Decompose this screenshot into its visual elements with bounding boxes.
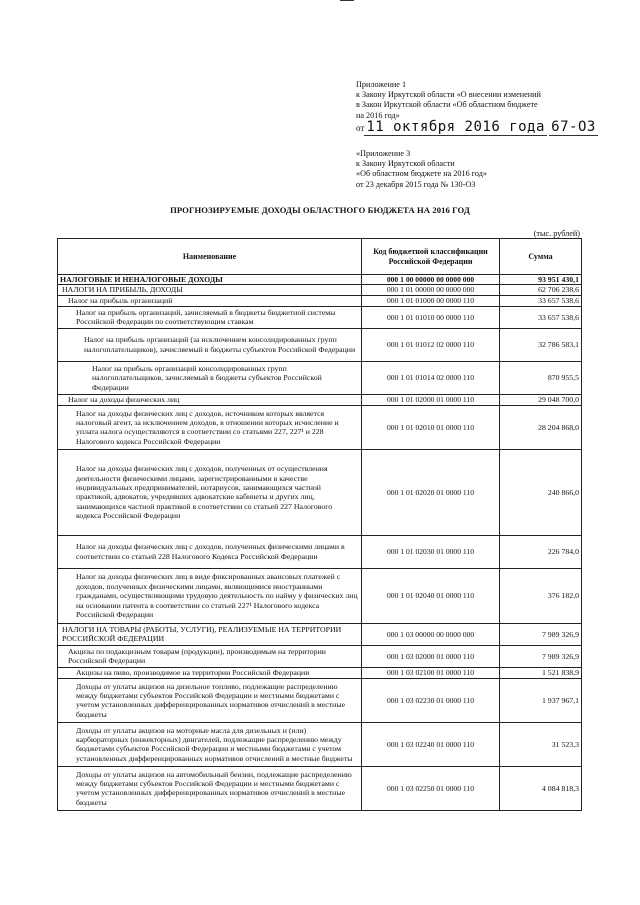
row-code: 000 1 00 00000 00 0000 000 [362, 275, 500, 285]
table-row [58, 449, 582, 535]
row-name: Налог на прибыль организаций [58, 295, 362, 306]
revenue-table [57, 238, 582, 811]
header-line: в Закон Иркутской области «Об областном бюджете [356, 100, 538, 110]
table-row [58, 722, 582, 766]
table-row [58, 361, 582, 394]
row-sum: 7 989 326,9 [500, 623, 582, 645]
header-line: к Закону Иркутской области «О внесении изменений [356, 90, 541, 100]
row-sum: 33 657 538,6 [500, 306, 582, 328]
table-header-row [58, 239, 582, 275]
row-code: 000 1 01 01010 00 0000 110 [362, 306, 500, 328]
table-row [58, 405, 582, 449]
row-name: Налог на доходы физических лиц [58, 394, 362, 405]
header-line: к Закону Иркутской области [356, 159, 455, 169]
table-row [58, 678, 582, 722]
row-code: 000 1 01 01012 02 0000 110 [362, 328, 500, 361]
row-sum: 93 951 430,1 [500, 275, 582, 285]
row-name: НАЛОГИ НА ТОВАРЫ (РАБОТЫ, УСЛУГИ), РЕАЛИЗУЕМЫЕ НА ТЕРРИТОРИИ РОССИЙСКОЙ ФЕДЕРАЦИИ [58, 623, 362, 645]
row-name: Доходы от уплаты акцизов на автомобильный бензин, подлежащие распределению между бюджетами субъектов Российской Федерации и местными бюджетами с учетом установленных дифференцированных нормативов отчислений в местные бюджеты [58, 766, 362, 810]
document-title: ПРОГНОЗИРУЕМЫЕ ДОХОДЫ ОБЛАСТНОГО БЮДЖЕТА НА 2016 ГОД [170, 205, 470, 215]
table-row [58, 295, 582, 306]
row-sum: 240 866,0 [500, 449, 582, 535]
row-code: 000 1 01 01000 00 0000 110 [362, 295, 500, 306]
row-name: Налог на доходы физических лиц с доходов, полученных от осуществления деятельности физическими лицами, зарегистрированными в качестве индивидуальных предпринимателей, нотариусов, занимающихся частной практикой, адвокатов, учредивших адвокатские кабинеты и других лиц, занимающихся частной практикой в соответствии со статьей 227 Налогового кодекса Российской Федерации [58, 449, 362, 535]
row-code: 000 1 03 02250 01 0000 110 [362, 766, 500, 810]
row-code: 000 1 03 02000 01 0000 110 [362, 645, 500, 667]
row-sum: 29 048 700,0 [500, 394, 582, 405]
row-name: Налог на доходы физических лиц в виде фиксированных авансовых платежей с доходов, полученных физическими лицами, являющимися иностранными гражданами, осуществляющими трудовую деятельность по найму у физических лиц на основании патента в соответствии со статьей 227¹ Налогового кодекса Российской Федерации [58, 568, 362, 623]
row-code: 000 1 01 02010 01 0000 110 [362, 405, 500, 449]
units-note: (тыс. рублей) [533, 229, 580, 238]
column-header-name: Наименование [58, 239, 362, 275]
row-name: Доходы от уплаты акцизов на дизельное топливо, подлежащие распределению между бюджетами субъектов Российской Федерации и местными бюджетами с учетом установленных дифференцированных нормативов отчислений в местные бюджеты [58, 678, 362, 722]
row-sum: 1 937 967,1 [500, 678, 582, 722]
row-name: Доходы от уплаты акцизов на моторные масла для дизельных и (или) карбюраторных (инжекторных) двигателей, подлежащие распределению между бюджетами субъектов Российской Федерации и местными бюджетами с учетом установленных дифференцированных нормативов отчислений в местные бюджеты [58, 722, 362, 766]
row-code: 000 1 03 02240 01 0000 110 [362, 722, 500, 766]
header-line: «Приложение 3 [356, 149, 411, 158]
row-sum: 31 523,3 [500, 722, 582, 766]
row-code: 000 1 01 02040 01 0000 110 [362, 568, 500, 623]
row-name: НАЛОГОВЫЕ И НЕНАЛОГОВЫЕ ДОХОДЫ [58, 275, 362, 285]
row-sum: 33 657 538,6 [500, 295, 582, 306]
table-row [58, 766, 582, 810]
row-code: 000 1 03 00000 00 0000 000 [362, 623, 500, 645]
table-body [58, 275, 582, 811]
header-line: Приложение 1 [356, 80, 407, 89]
appendix-3-header [356, 149, 596, 190]
row-code: 000 1 01 00000 00 0000 000 [362, 285, 500, 295]
header-line: «Об областном бюджете на 2016 год» [356, 169, 487, 179]
row-code: 000 1 01 02020 01 0000 110 [362, 449, 500, 535]
row-code: 000 1 03 02100 01 0000 110 [362, 667, 500, 678]
row-name: Налог на доходы физических лиц с доходов, источником которых является налоговый агент, за исключением доходов, в отношении которых исчисление и уплата налога осуществляются в соответствии со статьями 227, 227¹ и 228 Налогового кодекса Российской Федерации [58, 405, 362, 449]
table-row [58, 535, 582, 568]
law-date-line [356, 119, 598, 135]
page-top-mark [340, 0, 354, 1]
handwritten-date: 11 октября 2016 года [366, 119, 545, 135]
table-row [58, 328, 582, 361]
table-row [58, 568, 582, 623]
row-code: 000 1 01 01014 02 0000 110 [362, 361, 500, 394]
row-name: Налог на прибыль организаций (за исключением консолидированных групп налогоплательщиков), зачисляемый в бюджеты субъектов Российской Федерации [58, 328, 362, 361]
row-sum: 62 706 238,6 [500, 285, 582, 295]
appendix-1-header [356, 80, 596, 121]
table-row [58, 667, 582, 678]
row-name: Акцизы на пиво, производимое на территории Российской Федерации [58, 667, 362, 678]
table-row [58, 275, 582, 285]
table-row [58, 645, 582, 667]
row-name: Налог на доходы физических лиц с доходов, полученных физическими лицами в соответствии со статьей 228 Налогового Кодекса Российской Федерации [58, 535, 362, 568]
column-header-sum: Сумма [500, 239, 582, 275]
row-sum: 28 204 868,0 [500, 405, 582, 449]
row-sum: 32 786 583,1 [500, 328, 582, 361]
header-line: от 23 декабря 2015 года № 130-ОЗ [356, 179, 476, 189]
row-name: Налог на прибыль организаций, зачисляемый в бюджеты бюджетной системы Российской Федерации по соответствующим ставкам [58, 306, 362, 328]
row-code: 000 1 01 02000 01 0000 110 [362, 394, 500, 405]
row-sum: 376 182,0 [500, 568, 582, 623]
row-code: 000 1 03 02230 01 0000 110 [362, 678, 500, 722]
date-prefix: от [356, 123, 365, 133]
row-sum: 1 521 838,9 [500, 667, 582, 678]
row-name: Налог на прибыль организаций консолидированных групп налогоплательщиков, зачисляемый в бюджеты субъектов Российской Федерации [58, 361, 362, 394]
row-sum: 870 955,5 [500, 361, 582, 394]
row-code: 000 1 01 02030 01 0000 110 [362, 535, 500, 568]
table-row [58, 306, 582, 328]
column-header-code: Код бюджетной классификации Российской Федерации [362, 239, 500, 275]
table-row [58, 394, 582, 405]
table-row [58, 623, 582, 645]
handwritten-law-number: 67-ОЗ [551, 119, 596, 135]
table-row [58, 285, 582, 295]
row-sum: 226 784,0 [500, 535, 582, 568]
row-name: Акцизы по подакцизным товарам (продукции), производимым на территории Российской Федерации [58, 645, 362, 667]
header-line: на 2016 год» [356, 110, 400, 120]
row-sum: 7 989 326,9 [500, 645, 582, 667]
row-sum: 4 084 818,3 [500, 766, 582, 810]
row-name: НАЛОГИ НА ПРИБЫЛЬ, ДОХОДЫ [58, 285, 362, 295]
